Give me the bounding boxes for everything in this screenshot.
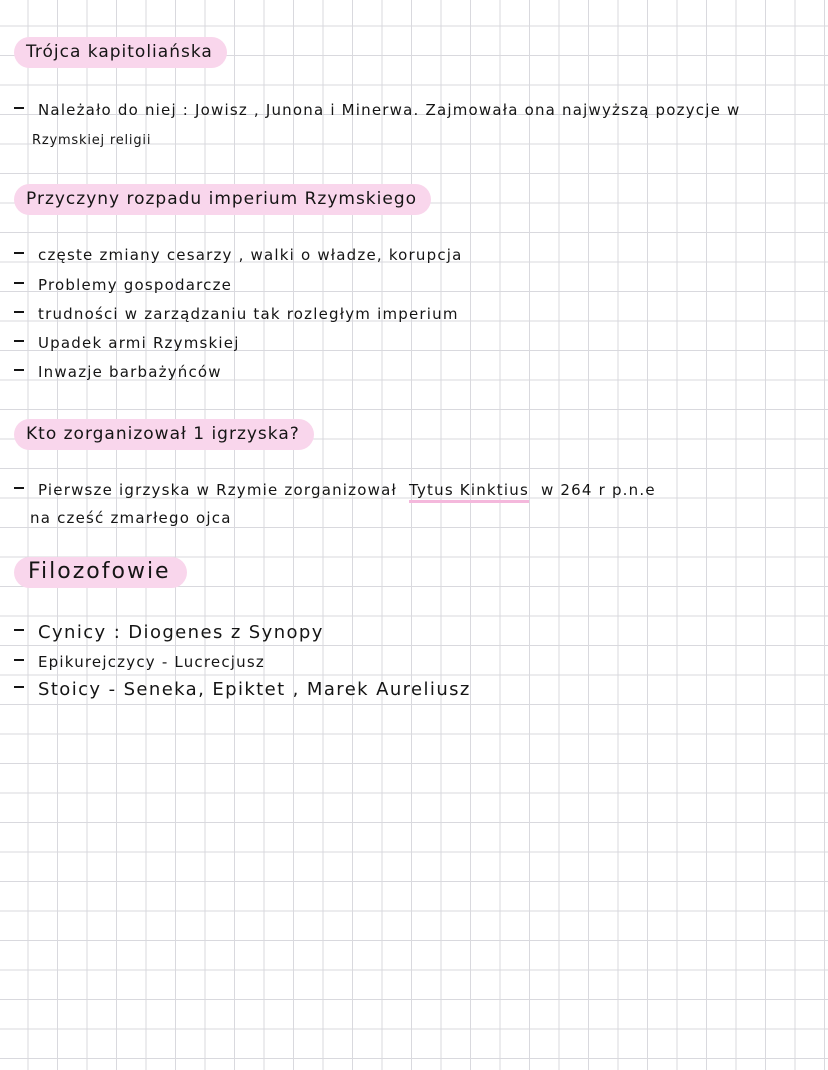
przyczyny-list-item-text: Inwazje barbażyńców: [38, 363, 222, 381]
igrzyska-text-end: w 264 r p.n.e: [540, 481, 656, 499]
bullet-dash-icon: [14, 686, 24, 688]
heading-trojca-kapitolianska: Trójca kapitoliańska: [14, 37, 227, 68]
filozofowie-list-item-text: Cynicy : Diogenes z Synopy: [38, 622, 324, 643]
bullet-dash-icon: [14, 487, 24, 489]
przyczyny-list-item-text: Problemy gospodarcze: [38, 276, 233, 294]
bullet-dash-icon: [14, 629, 24, 631]
przyczyny-list-item-text: Upadek armi Rzymskiej: [38, 334, 240, 352]
bullet-dash-icon: [14, 252, 24, 254]
heading-filozofowie: Filozofowie: [14, 557, 187, 588]
filozofowie-list-item-text: Stoicy - Seneka, Epiktet , Marek Aureliusz: [38, 679, 471, 700]
przyczyny-list-item: [14, 333, 240, 353]
heading-przyczyny-rozpadu: Przyczyny rozpadu imperium Rzymskiego: [14, 184, 431, 215]
przyczyny-list-item: [14, 304, 459, 324]
przyczyny-list-item: [14, 245, 463, 265]
filozofowie-list-item: [14, 623, 324, 643]
igrzyska-text-line-2-content: na cześć zmarłego ojca: [30, 509, 232, 527]
filozofowie-list-item: [14, 680, 471, 700]
bullet-dash-icon: [14, 311, 24, 313]
trojca-text-line-2: [32, 131, 151, 151]
filozofowie-list-item-text: Epikurejczycy - Lucrecjusz: [38, 653, 265, 671]
bullet-dash-icon: [14, 369, 24, 371]
trojca-text-line-2-content: Rzymskiej religii: [32, 133, 152, 148]
przyczyny-list-item: [14, 275, 232, 295]
trojca-text-line-1: [14, 100, 740, 120]
przyczyny-list-item: [14, 362, 222, 382]
igrzyska-text-line-1: [14, 480, 656, 500]
bullet-dash-icon: [14, 107, 24, 109]
igrzyska-text-line-2: [30, 508, 232, 528]
bullet-dash-icon: [14, 340, 24, 342]
przyczyny-list-item-text: trudności w zarządzaniu tak rozległym imperium: [38, 305, 459, 323]
bullet-dash-icon: [14, 659, 24, 661]
igrzyska-text-start: Pierwsze igrzyska w Rzymie zorganizował: [38, 481, 397, 499]
filozofowie-list-item: [14, 652, 265, 672]
highlighted-name: Tytus Kinktius: [409, 481, 529, 503]
heading-igrzyska: Kto zorganizował 1 igrzyska?: [14, 419, 314, 450]
bullet-dash-icon: [14, 282, 24, 284]
trojca-text-line-1-content: Należało do niej : Jowisz , Junona i Minerwa. Zajmowała ona najwyższą pozycje w: [38, 101, 741, 119]
przyczyny-list-item-text: częste zmiany cesarzy , walki o władze, korupcja: [38, 246, 463, 264]
